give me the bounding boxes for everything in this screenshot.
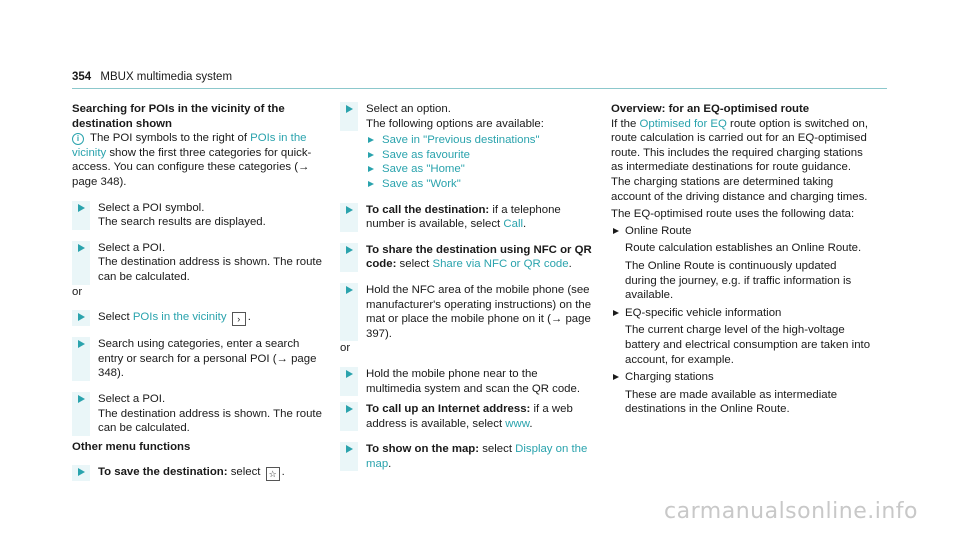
link-call[interactable]: Call (503, 218, 524, 231)
step-arrow-icon (72, 310, 90, 326)
step-hold-nfc: Hold the NFC area of the mobile phone (see manufacturer's operating instructions) on the mat or place the mobile phone on it (→ page 397). (340, 283, 595, 341)
step-arrow-icon (340, 402, 358, 431)
section-heading-pois: Searching for POIs in the vicinity of the destination shown (72, 103, 285, 130)
step-arrow-icon (72, 201, 90, 230)
column-1 (72, 102, 327, 481)
save-options-list (366, 133, 595, 191)
eq-data-list (611, 224, 871, 417)
other-menu-heading: Other menu functions (72, 440, 191, 453)
step-arrow-icon (340, 367, 358, 396)
step-arrow-icon (340, 203, 358, 232)
list-item: Charging stations These are made available as intermediate destinations in the Online Route. (611, 370, 871, 417)
step-arrow-icon (72, 337, 90, 381)
chevron-right-icon: › (232, 312, 246, 326)
watermark: carmanualsonline.info (664, 499, 918, 524)
option-save-previous[interactable]: Save in "Previous destinations" (366, 133, 595, 148)
step-select-option: Select an option. The following options are available: (340, 102, 595, 131)
eq-paragraph: If the Optimised for EQ route option is switched on, route calculation is carried out for an EQ-optimised route. This includes the required charging stations as intermediate destinations for route guidance. The charging stations are determined taking account of the driving distance and charging times. (611, 117, 869, 203)
step-arrow-icon (72, 392, 90, 436)
eq-data-intro: The EQ-optimised route uses the following data: (611, 208, 855, 221)
link-pois-in-vicinity-2[interactable]: POIs in the vicinity (132, 311, 227, 324)
info-icon: i (72, 133, 84, 145)
step-select-poi-2: Select a POI. The destination address is shown. The route can be calculated. (72, 392, 327, 436)
or-label: or (340, 342, 351, 355)
option-save-work[interactable]: Save as "Work" (366, 177, 595, 192)
link-www[interactable]: www (505, 417, 530, 430)
step-arrow-icon (72, 465, 90, 481)
step-show-on-map: To show on the map: select Display on the map. (340, 442, 595, 471)
page-title: MBUX multimedia system (100, 71, 233, 83)
step-select-pois-vicinity: Select POIs in the vicinity › . (72, 310, 327, 326)
option-save-home[interactable]: Save as "Home" (366, 162, 595, 177)
column-3 (611, 102, 871, 417)
column-2 (340, 102, 595, 471)
step-arrow-icon (340, 243, 358, 272)
header-rule (72, 88, 887, 89)
step-search-categories: Search using categories, enter a search entry or search for a personal POI (→ page 348). (72, 337, 327, 381)
list-item: Online Route Route calculation establishes an Online Route. The Online Route is continuously updated during the journey, e.g. if traffic information is available. (611, 224, 871, 303)
link-display-on-map[interactable]: Display on the map (366, 443, 588, 470)
page-number: 354 (72, 71, 92, 83)
step-arrow-icon (72, 241, 90, 285)
step-arrow-icon (340, 442, 358, 471)
step-call-destination: To call the destination: if a telephone number is available, select Call. (340, 203, 595, 232)
step-select-poi: Select a POI. The destination address is shown. The route can be calculated. (72, 241, 327, 285)
link-share-nfc-qr[interactable]: Share via NFC or QR code (432, 258, 569, 271)
list-item: EQ-specific vehicle information The current charge level of the high-voltage battery and electrical consumption are taken into account, for example. (611, 306, 871, 367)
option-save-favourite[interactable]: Save as favourite (366, 148, 595, 163)
step-share-nfc: To share the destination using NFC or QR code: select Share via NFC or QR code. (340, 243, 595, 272)
step-scan-qr: Hold the mobile phone near to the multimedia system and scan the QR code. (340, 367, 595, 396)
info-note: i The POI symbols to the right of POIs in the vicinity show the first three categories for quick-access. You can configure these categories (→ page 348). (72, 132, 312, 188)
step-save-destination: To save the destination: select ☆ . (72, 465, 327, 481)
step-select-poi-symbol: Select a POI symbol. The search results are displayed. (72, 201, 327, 230)
step-internet-address: To call up an Internet address: if a web address is available, select www. (340, 402, 595, 431)
link-pois-in-vicinity[interactable]: POIs in the vicinity (72, 132, 307, 159)
page-header (72, 70, 232, 85)
star-icon: ☆ (266, 467, 280, 481)
or-label: or (72, 285, 83, 298)
link-optimised-eq[interactable]: Optimised for EQ (639, 117, 727, 130)
step-arrow-icon (340, 102, 358, 131)
step-arrow-icon (340, 283, 358, 341)
section-heading-eq: Overview: for an EQ-optimised route (611, 103, 810, 115)
